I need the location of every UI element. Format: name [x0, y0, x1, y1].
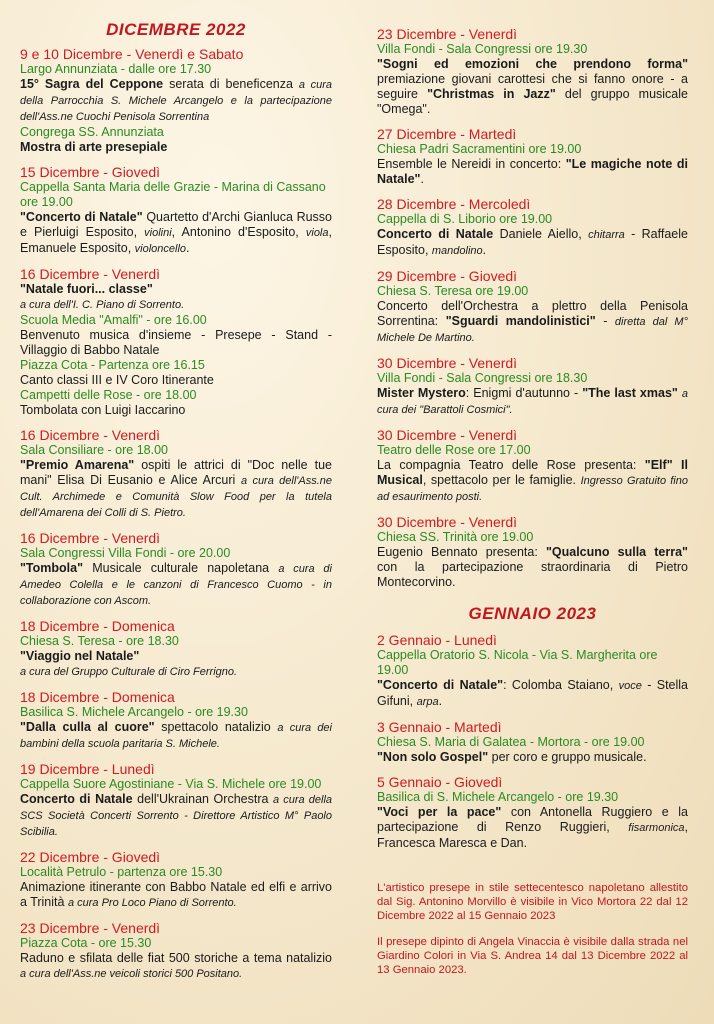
month-title-december: DICEMBRE 2022	[106, 20, 246, 39]
text-fragment: .	[438, 694, 443, 708]
event-location: Teatro delle Rose ore 17.00	[377, 443, 531, 457]
event-description	[20, 373, 332, 388]
note-paragraph: L'artistico presepe in stile settecentesco napoletano allestito dal Sig. Antonino Morvillo è visibile in Vico Mortora 22 dal 12 Dicembre 2022 al 15 Gennaio 2023	[377, 882, 688, 922]
event-location: Basilica S. Michele Arcangelo - ore 19.30	[20, 705, 248, 719]
event-date: 9 e 10 Dicembre - Venerdì e Sabato	[20, 46, 244, 62]
text-fragment: "Natale fuori... classe"	[20, 282, 153, 296]
event-description	[20, 951, 332, 982]
text-fragment: : Colomba Staiano,	[503, 678, 619, 692]
text-fragment: : Enigmi d'autunno -	[465, 386, 583, 400]
text-fragment: Concerto dell'Orchestra a plettro della Penisola Sorrentina:	[377, 299, 688, 328]
event-date: 5 Gennaio - Giovedì	[377, 774, 503, 790]
event-description	[20, 561, 332, 609]
text-fragment: La compagnia Teatro delle Rose presenta:	[377, 458, 645, 472]
event-location: Scuola Media "Amalfi" - ore 16.00	[20, 313, 207, 327]
event-description	[20, 403, 332, 418]
note-paragraph: Il presepe dipinto di Angela Vinaccia è visibile dalla strada nel Giardino Colori in Via S. Andrea 14 dal 13 Dicembre 2022 al 13 Gennaio 2023.	[377, 936, 688, 976]
text-fragment: "Sguardi mandolinistici"	[445, 314, 596, 328]
event-item	[377, 774, 688, 851]
text-fragment: Daniele Aiello,	[493, 227, 589, 241]
event-description	[20, 720, 332, 752]
text-fragment: "Concerto di Natale"	[377, 678, 504, 692]
text-fragment: "Qualcuno sulla terra"	[545, 545, 688, 559]
text-fragment: violini	[144, 227, 172, 239]
text-fragment: serata di beneficenza	[163, 77, 299, 91]
text-fragment: .	[482, 243, 487, 257]
event-description	[377, 678, 688, 710]
text-fragment: fisarmonica	[628, 822, 685, 834]
text-fragment: "Sogni ed emozioni che prendono forma"	[377, 57, 688, 71]
event-date: 16 Dicembre - Venerdì	[20, 427, 161, 443]
text-fragment: con la partecipazione straordinaria di Pietro Montecorvino.	[377, 560, 688, 589]
event-location: Largo Annunziata - dalle ore 17.30	[20, 62, 212, 76]
text-fragment: mandolino	[431, 245, 483, 257]
text-fragment: .	[420, 172, 424, 186]
text-fragment: a cura del Gruppo Culturale di Ciro Ferrigno.	[20, 666, 238, 678]
event-description	[377, 545, 688, 590]
event-location: Villa Fondi - Sala Congressi ore 19.30	[377, 42, 588, 56]
text-fragment: Raduno e sfilata delle fiat 500 storiche a tema natalizio	[20, 951, 332, 965]
month-title-january: GENNAIO 2023	[468, 604, 597, 623]
event-date: 30 Dicembre - Venerdì	[377, 427, 518, 443]
event-location: Villa Fondi - Sala Congressi ore 18.30	[377, 371, 588, 385]
december-events-continued	[377, 26, 688, 590]
event-location: Chiesa SS. Trinità ore 19.00	[377, 530, 534, 544]
text-fragment: "Voci per la pace"	[377, 805, 502, 819]
text-fragment: a cura dei bambini della scuola paritaria S. Michele.	[20, 722, 332, 750]
event-description	[20, 649, 332, 664]
event-date: 30 Dicembre - Venerdì	[377, 514, 518, 530]
text-fragment: per coro e gruppo musicale.	[488, 750, 647, 764]
event-location: Cappella Oratorio S. Nicola - Via S. Margherita ore 19.00	[377, 648, 658, 677]
event-date: 18 Dicembre - Domenica	[20, 618, 175, 634]
event-date: 15 Dicembre - Giovedì	[20, 164, 161, 180]
text-fragment: "Non solo Gospel"	[377, 750, 489, 764]
text-fragment: "Premio Amarena"	[20, 458, 135, 472]
event-description	[20, 140, 332, 155]
text-fragment: Tombolata con Luigi Iaccarino	[20, 403, 186, 417]
event-location: Località Petrulo - partenza ore 15.30	[20, 865, 223, 879]
event-description	[20, 210, 332, 257]
event-location: Campetti delle Rose - ore 18.00	[20, 388, 197, 402]
notes-section	[377, 881, 688, 977]
event-location: Cappella di S. Liborio ore 19.00	[377, 212, 553, 226]
january-events	[377, 632, 688, 851]
text-fragment: Concerto di Natale	[377, 227, 494, 241]
text-fragment: "Le magiche note di Natale"	[377, 157, 688, 186]
december-events	[20, 46, 332, 982]
event-location: Cappella Santa Maria delle Grazie - Marina di Cassano ore 19.00	[20, 180, 326, 209]
text-fragment: , Francesca Maresca e Dan.	[377, 820, 688, 850]
text-fragment: premiazione giovani carottesi che si fanno onore - a seguire	[377, 72, 688, 101]
text-fragment: "Elf" Il Musical	[377, 458, 688, 487]
event-date: 27 Dicembre - Martedì	[377, 126, 517, 142]
event-item	[20, 164, 332, 257]
event-location: Chiesa S. Maria di Galatea - Mortora - ore 19.00	[377, 735, 645, 749]
text-fragment: del gruppo musicale "Omega".	[377, 87, 688, 116]
text-fragment: Canto classi III e IV Coro Itinerante	[20, 373, 214, 387]
event-item	[20, 266, 332, 418]
event-item	[20, 530, 332, 609]
text-fragment: violoncello	[134, 243, 187, 255]
event-date: 28 Dicembre - Mercoledì	[377, 196, 531, 212]
event-description	[20, 282, 332, 297]
text-fragment: "Christmas in Jazz"	[427, 87, 556, 101]
event-date: 2 Gennaio - Lunedì	[377, 632, 497, 648]
text-fragment: .	[186, 241, 190, 255]
event-description	[377, 57, 688, 117]
event-item	[377, 126, 688, 187]
text-fragment: Mostra di arte presepiale	[20, 140, 168, 154]
event-item	[20, 761, 332, 840]
event-item	[20, 920, 332, 982]
event-item	[20, 46, 332, 155]
event-description	[377, 805, 688, 851]
event-date: 16 Dicembre - Venerdì	[20, 530, 161, 546]
left-column	[20, 0, 332, 991]
text-fragment: Quartetto d'Archi Gianluca Russo e Pierluigi Esposito,	[20, 210, 332, 239]
text-fragment: Mister Mystero	[377, 386, 466, 400]
event-date: 29 Dicembre - Giovedì	[377, 268, 518, 284]
event-location: Basilica di S. Michele Arcangelo - ore 19.30	[377, 790, 619, 804]
text-fragment: con Antonella Ruggiero e la partecipazione di Renzo Ruggieri,	[377, 805, 688, 834]
event-description	[377, 750, 688, 765]
text-fragment: Animazione itinerante con Babbo Natale ed elfi e arrivo a Trinità	[20, 880, 332, 909]
text-fragment: , Antonino d'Esposito,	[171, 225, 306, 239]
event-item	[377, 355, 688, 418]
text-fragment: "Viaggio nel Natale"	[20, 649, 140, 663]
event-description	[20, 792, 332, 840]
event-description	[20, 458, 332, 521]
text-fragment: a cura della Parrocchia S. Michele Arcangelo e la partecipazione dell'Ass.ne Cuochi Penisola Sorrentina	[20, 79, 332, 123]
event-location: Piazza Cota - ore 15.30	[20, 936, 152, 950]
text-fragment: ospiti le attrici di "Doc nelle tue mani" Elisa Di Eusanio e Alice Arcuri	[20, 458, 332, 487]
event-location: Piazza Cota - Partenza ore 16.15	[20, 358, 205, 372]
text-fragment: - Raffaele Esposito,	[377, 227, 688, 257]
event-item	[377, 268, 688, 346]
event-location: Sala Congressi Villa Fondi - ore 20.00	[20, 546, 231, 560]
event-item	[20, 618, 332, 680]
text-fragment: "Concerto di Natale"	[20, 210, 143, 224]
text-fragment: a cura della SCS Società Concerti Sorrento - Direttore Artistico M° Paolo Scibilia.	[20, 794, 333, 838]
event-date: 16 Dicembre - Venerdì	[20, 266, 161, 282]
event-description	[20, 328, 332, 358]
event-location: Chiesa S. Teresa ore 19.00	[377, 284, 529, 298]
text-fragment: Ingresso Gratuito fino ad esaurimento posti.	[377, 475, 688, 503]
right-column	[377, 0, 688, 989]
event-item	[377, 719, 688, 765]
text-fragment: - Stella Gifuni,	[377, 678, 688, 708]
event-location: Congrega SS. Annunziata	[20, 125, 164, 139]
text-fragment: a cura di Amedeo Colella e le canzoni di Francesco Cuomo - in collaborazione con Ascom.	[20, 563, 332, 607]
event-date: 30 Dicembre - Venerdì	[377, 355, 518, 371]
event-location: Cappella Suore Agostiniane - Via S. Michele ore 19.00	[20, 777, 322, 791]
event-item	[377, 632, 688, 710]
text-fragment: spettacolo natalizio	[154, 720, 278, 734]
text-fragment: Ensemble le Nereidi in concerto:	[377, 157, 566, 171]
event-description	[377, 227, 688, 259]
text-fragment: "The last xmas"	[582, 386, 678, 400]
event-description	[377, 458, 688, 505]
text-fragment: a cura dell'I. C. Piano di Sorrento.	[20, 299, 185, 311]
event-description	[20, 297, 332, 313]
event-item	[377, 196, 688, 259]
event-description	[20, 880, 332, 911]
event-description	[20, 77, 332, 125]
text-fragment: a cura Pro Loco Piano di Sorrento.	[67, 897, 237, 909]
text-fragment: , spettacolo per le famiglie.	[422, 473, 581, 487]
event-date: 23 Dicembre - Venerdì	[377, 26, 518, 42]
event-item	[20, 849, 332, 911]
text-fragment: -	[595, 314, 615, 328]
event-item	[377, 514, 688, 590]
text-fragment: viola	[305, 227, 329, 239]
text-fragment: Eugenio Bennato presenta:	[377, 545, 546, 559]
event-item	[377, 26, 688, 117]
text-fragment: diretta dal M° Michele De Martino.	[377, 316, 688, 344]
event-description	[377, 157, 688, 187]
event-location: Sala Consiliare - ore 18.00	[20, 443, 168, 457]
text-fragment: "Dalla culla al cuore"	[20, 720, 155, 734]
text-fragment: , Emanuele Esposito,	[20, 225, 332, 255]
text-fragment: "Tombola"	[20, 561, 84, 575]
event-date: 23 Dicembre - Venerdì	[20, 920, 161, 936]
event-description	[377, 299, 688, 346]
text-fragment: 15° Sagra del Ceppone	[20, 77, 164, 91]
event-date: 22 Dicembre - Giovedì	[20, 849, 161, 865]
text-fragment: a cura dell'Ass.ne veicoli storici 500 Positano.	[20, 968, 243, 980]
event-description	[20, 664, 332, 680]
event-date: 19 Dicembre - Lunedì	[20, 761, 155, 777]
event-description	[377, 386, 688, 418]
text-fragment: a cura dell'Ass.ne Cult. Archimede e Comunità Slow Food per la tutela dell'Amarena dei Colli di S. Pietro.	[20, 475, 333, 519]
text-fragment: Benvenuto musica d'insieme - Presepe - Stand - Villaggio di Babbo Natale	[20, 328, 332, 357]
text-fragment: Musicale culturale napoletana	[83, 561, 279, 575]
text-fragment: dell'Ukrainan Orchestra	[132, 792, 273, 806]
event-date: 3 Gennaio - Martedì	[377, 719, 502, 735]
event-location: Chiesa Padri Sacramentini ore 19.00	[377, 142, 582, 156]
event-item	[377, 427, 688, 505]
text-fragment: arpa	[416, 696, 439, 708]
text-fragment: a cura dei "Barattoli Cosmici".	[377, 388, 688, 416]
event-item	[20, 427, 332, 521]
event-item	[20, 689, 332, 752]
text-fragment: voce	[618, 680, 642, 692]
text-fragment: chitarra	[588, 229, 625, 241]
event-date: 18 Dicembre - Domenica	[20, 689, 175, 705]
event-location: Chiesa S. Teresa - ore 18.30	[20, 634, 179, 648]
text-fragment: Concerto di Natale	[20, 792, 133, 806]
